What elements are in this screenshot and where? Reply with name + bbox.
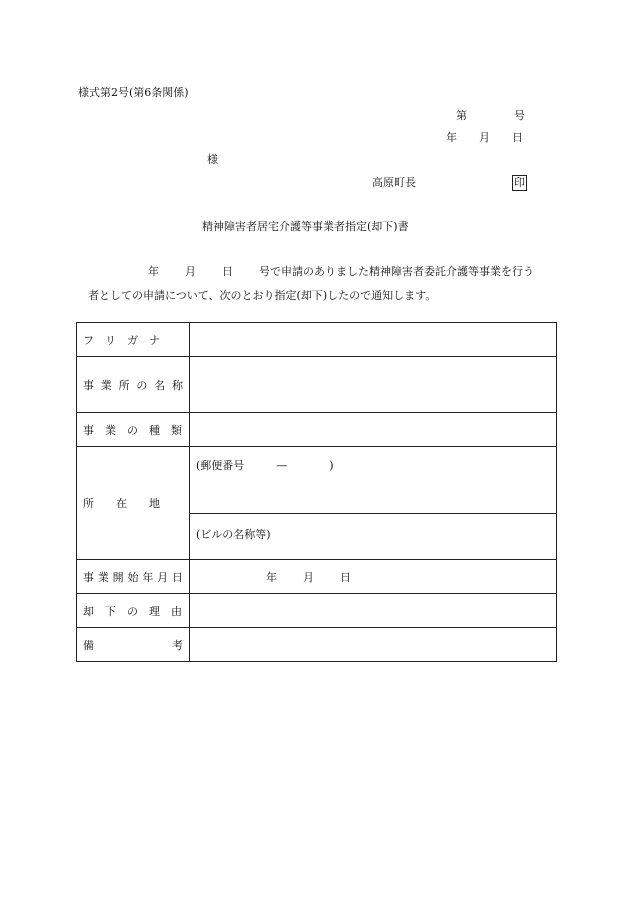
remarks-label-b: 考 xyxy=(172,638,183,652)
body-year: 年 xyxy=(148,265,159,278)
office-name-value xyxy=(190,357,557,413)
doc-no-suffix: 号 xyxy=(514,109,525,122)
postal-label: (郵便番号 xyxy=(196,459,245,472)
remarks-value xyxy=(190,628,557,662)
doc-no-prefix: 第 xyxy=(456,109,467,122)
date-day: 日 xyxy=(512,131,523,144)
postal-close: ) xyxy=(329,459,334,472)
addressee-suffix: 様 xyxy=(207,153,218,166)
form-number: 様式第2号(第6条関係) xyxy=(78,86,189,99)
office-name-label: 事業所の名称 xyxy=(77,357,190,413)
designation-table xyxy=(76,322,557,662)
remarks-label-a: 備 xyxy=(83,638,94,652)
issue-date xyxy=(446,132,523,143)
reject-reason-value xyxy=(190,594,557,628)
business-type-value xyxy=(190,413,557,447)
furigana-value xyxy=(190,323,557,357)
date-month: 月 xyxy=(479,131,490,144)
building-name-field xyxy=(190,514,557,560)
reject-reason-label: 却 下 の 理 由 xyxy=(77,594,190,628)
body-line-2: 者としての申請について、次のとおり指定(却下)したので通知します。 xyxy=(88,289,437,302)
seal-mark xyxy=(512,175,527,191)
start-date-value xyxy=(190,560,557,594)
postal-code-field xyxy=(190,447,557,514)
document-title: 精神障害者居宅介護等事業者指定(却下)書 xyxy=(202,220,409,233)
body-month: 月 xyxy=(185,265,196,278)
document-number xyxy=(456,110,525,121)
body-day: 日 xyxy=(222,265,233,278)
start-year: 年 xyxy=(266,570,277,584)
remarks-label xyxy=(77,628,190,662)
body-line-1-rest: 号で申請のありました精神障害者委託介護等事業を行う xyxy=(259,265,534,278)
issuer-name: 高原町長 xyxy=(372,176,416,189)
seal-icon: 印 xyxy=(512,175,527,191)
date-year: 年 xyxy=(446,131,457,144)
start-month: 月 xyxy=(303,570,314,584)
building-label: (ビルの名称等) xyxy=(196,528,271,541)
business-type-label: 事 業 の 種 類 xyxy=(77,413,190,447)
furigana-label: フ リ ガ ナ xyxy=(77,323,190,357)
postal-dash: — xyxy=(276,459,288,472)
start-date-label: 事業開始年月日 xyxy=(77,560,190,594)
body-line-1 xyxy=(148,266,534,277)
start-day: 日 xyxy=(340,570,351,584)
location-label: 所 在 地 xyxy=(77,447,190,560)
